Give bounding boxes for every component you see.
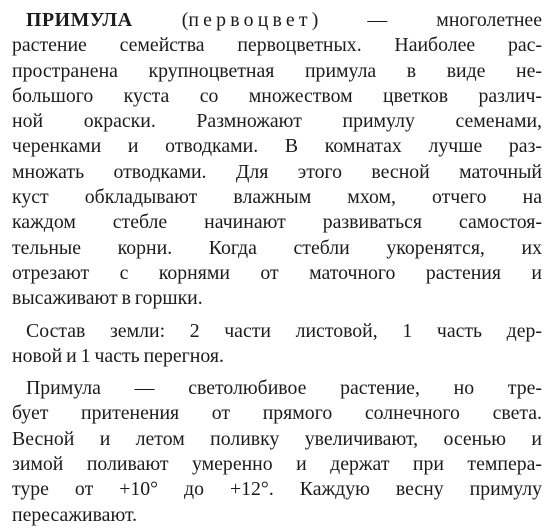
text-line: Весной и летом поливку увеличивают, осенью и — [12, 427, 542, 450]
paragraph-2 — [12, 319, 542, 370]
paragraph-3 — [12, 376, 542, 528]
text-line: тельные корни. Когда стебли укоренятся, их — [12, 236, 542, 259]
text-line: зимой поливают умеренно и держат при темпера- — [12, 453, 542, 476]
title-paren-open: ( — [181, 9, 189, 31]
text-line: Состав земли: 2 части листовой, 1 часть дер- — [26, 319, 542, 342]
paragraph-gap — [12, 312, 542, 319]
text-line: каждом стебле начинают развиваться самостоя- — [12, 211, 542, 234]
text-line: отрезают с корнями от маточного растения и — [12, 261, 542, 284]
text-line: множать отводками. Для этого весной маточный — [12, 160, 542, 183]
title-rest: ) — многолетнее — [311, 9, 542, 31]
text-line: новой и 1 часть перегноя. — [12, 344, 224, 367]
paragraph-1 — [12, 8, 542, 312]
article — [12, 8, 542, 528]
alt-name: первоцвет — [188, 9, 312, 31]
paragraph-gap — [12, 369, 542, 376]
text-line: бует притенения от прямого солнечного света. — [12, 402, 542, 425]
text-line: большого куста со множеством цветков различ- — [12, 84, 542, 107]
text-line: куст обкладывают влажным мхом, отчего на — [12, 186, 542, 209]
text-line: пространена крупноцветная примула в виде не- — [12, 59, 542, 82]
text-line: растение семейства первоцветных. Наиболее рас- — [12, 34, 542, 57]
text-line: пересаживают. — [12, 503, 138, 526]
article-title: ПРИМУЛА — [26, 9, 133, 31]
text-line: Примула — светолюбивое растение, но тре- — [26, 377, 542, 400]
text-line: ной окраски. Размножают примулу семенами, — [12, 110, 542, 133]
text-line: черенками и отводками. В комнатах лучше раз- — [12, 135, 542, 158]
text-line: туре от +10° до +12°. Каждую весну примулу — [12, 478, 542, 501]
text-line — [12, 8, 542, 33]
text-line: высаживают в горшки. — [12, 287, 203, 310]
